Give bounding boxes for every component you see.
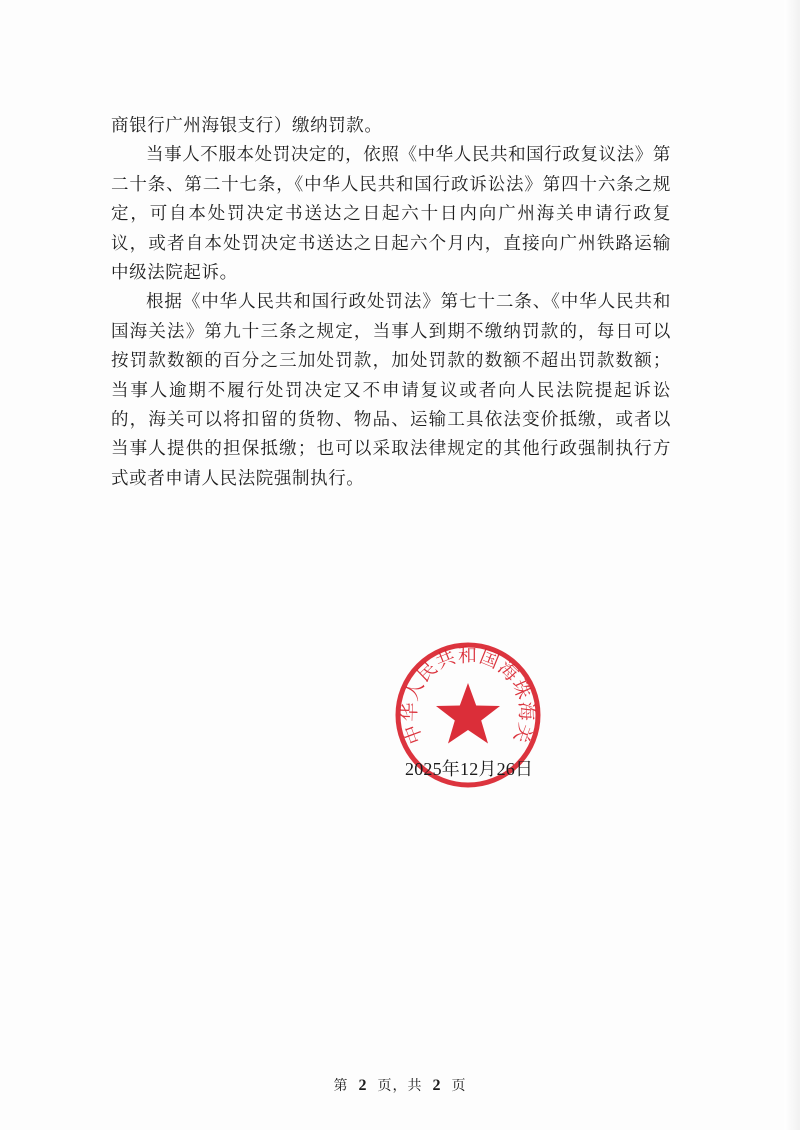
seal-star-icon bbox=[436, 683, 500, 744]
paragraph-enforcement: 根据《中华人民共和国行政处罚法》第七十二条、《中华人民共和国海关法》第九十三条之规定，当事人到期不缴纳罚款的，每日可以按罚款数额的百分之三加处罚款，加处罚款的数额不超出罚款数额；当事人逾期不履行处罚决定又不申请复议或者向人民法院提起诉讼的，海关可以将扣留的货物、物品、运输工具依法变价抵缴，或者以当事人提供的担保抵缴；也可以采取法律规定的其他行政强制执行方式或者申请人民法院强制执行。 bbox=[111, 292, 671, 489]
footer-suffix: 页 bbox=[451, 1078, 467, 1094]
footer-current-page: 2 bbox=[358, 1077, 368, 1094]
page-footer bbox=[0, 1075, 800, 1095]
paragraph-continuation: 商银行广州海银支行）缴纳罚款。 bbox=[111, 116, 383, 136]
document-body bbox=[111, 112, 671, 494]
document-date: 2025年12月26日 bbox=[405, 759, 534, 779]
paragraph-appeal-rights: 当事人不服本处罚决定的，依照《中华人民共和国行政复议法》第二十条、第二十七条，《中华人民共和国行政诉讼法》第四十六条之规定，可自本处罚决定书送达之日起六十日内向广州海关申请行政复议，或者自本处罚决定书送达之日起六个月内，直接向广州铁路运输中级法院起诉。 bbox=[111, 145, 671, 284]
svg-text:中华人民共和国海珠海关: 中华人民共和国海珠海关 bbox=[398, 644, 538, 747]
scan-edge-shadow bbox=[784, 0, 800, 1130]
footer-prefix: 第 bbox=[333, 1078, 349, 1094]
footer-total-pages: 2 bbox=[432, 1077, 442, 1094]
footer-middle: 页，共 bbox=[377, 1078, 423, 1094]
